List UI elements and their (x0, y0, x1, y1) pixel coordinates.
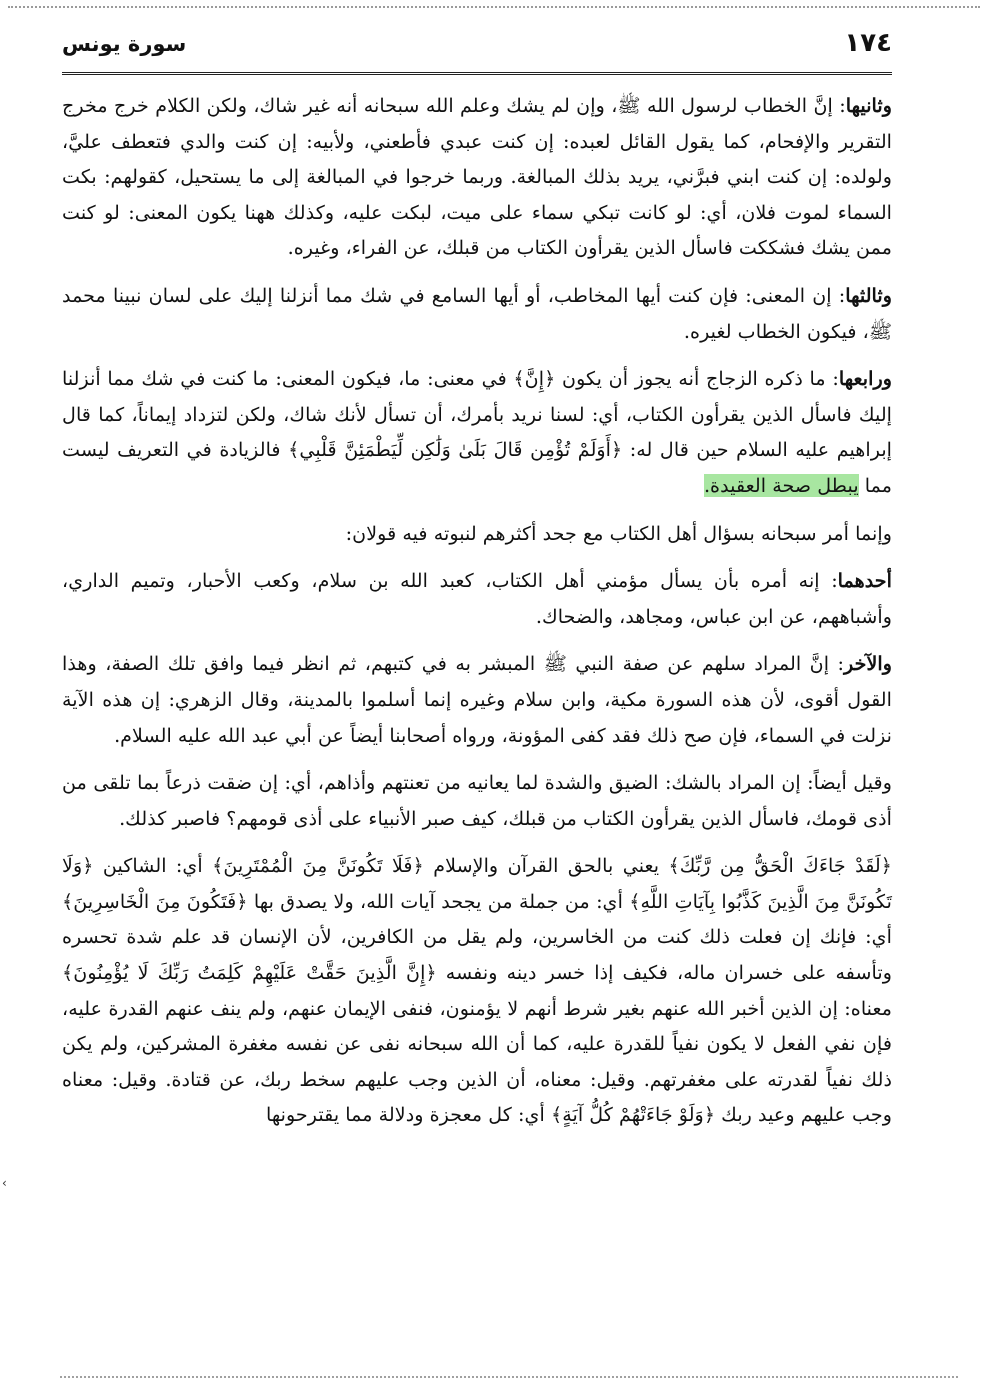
paragraph-text: ﴿لَقَدْ جَاءَكَ الْحَقُّ مِن رَّبِّكَ﴾ يعني بالحق القرآن والإسلام ﴿فَلَا تَكُونَنَّ مِنَ الْمُمْتَرِينَ﴾ أي: الشاكين ﴿وَلَا تَكُونَنَّ مِنَ الَّذِينَ كَذَّبُوا بِآيَاتِ اللَّهِ﴾ أي: من جملة من يجحد آيات الله، ولا يصدق بها ﴿فَتَكُونَ مِنَ الْخَاسِرِينَ﴾ أي: فإنك إن فعلت ذلك كنت من الخاسرين، ولم يقل من الكافرين، لأن الإنسان قد علم شدة تحسره وتأسفه على خسران ماله، فكيف إذا خسر دينه ونفسه ﴿إِنَّ الَّذِينَ حَقَّتْ عَلَيْهِمْ كَلِمَتُ رَبِّكَ لَا يُؤْمِنُونَ﴾ معناه: إن الذين أخبر الله عنهم بغير شرط أنهم لا يؤمنون، فنفى الإيمان عنهم، ولم ينف عنهم القدرة عليه، فإن نفي الفعل لا يكون نفياً للقدرة عليه، كما أن الله سبحانه نفى عن نفسه مغفرة المشركين، ولم يكن ذلك نفياً لقدرته على مغفرتهم. وقيل: معناه، أن الذين وجب عليهم سخط ربك، عن قتادة. وقيل: معناه وجب عليهم وعيد ربك ﴿وَلَوْ جَاءَتْهُمْ كُلُّ آيَةٍ﴾ أي: كل معجزة ودلالة مما يقترحونها (62, 854, 892, 1127)
surah-title: سورة يونس (62, 32, 187, 56)
paragraph-doubt-meaning (62, 765, 892, 836)
page-body (62, 88, 892, 1145)
paragraph-two-opinions (62, 516, 892, 552)
paragraph-text: وإنما أمر سبحانه بسؤال أهل الكتاب مع جحد أكثرهم لنبوته فيه قولان: (345, 521, 892, 545)
paragraph-second-view (62, 88, 892, 266)
highlighted-text: يبطل صحة العقيدة. (703, 473, 859, 497)
paragraph-first-opinion (62, 563, 892, 634)
paragraph-lead: وثانيها (845, 94, 892, 117)
margin-tick: ‹ (2, 1176, 7, 1190)
paragraph-second-opinion (62, 646, 892, 753)
paragraph-text: وقيل أيضاً: إن المراد بالشك: الضيق والشدة لما يعانيه من تعنتهم وأذاهم، أي: إن ضقت ذرعاً بما تلقى من أذى قومك، فاسأل الذين يقرأون الكتاب من قبلك، كيف صبر الأنبياء على أذى قومهم؟ فاصبر كذلك. (62, 771, 892, 830)
paragraph-text: : إنَّ الخطاب لرسول الله ﷺ، وإن لم يشك وعلم الله سبحانه أنه غير شاك، ولكن الكلام خرج مخرج التقرير والإفحام، كما يقول القائل لعبده: إن كنت عبدي فأطعني، ولأبيه: إن كنت والدي فتعطف عليَّ، ولولده: إن كنت ابني فبرَّني، يريد بذلك المبالغة. وربما خرجوا في المبالغة إلى ما يستحيل، كقولهم: بكت السماء لموت فلان، أي: لو كانت تبكي سماء على ميت، لبكت عليه، وكذلك ههنا يكون المعنى: لو كنت ممن يشك فشككت فاسأل الذين يقرأون الكتاب من قبلك، عن الفراء، وغيره. (62, 94, 892, 260)
page-number: ١٧٤ (844, 28, 892, 58)
paragraph-text: : ما ذكره الزجاج أنه يجوز أن يكون ﴿إِنَّ﴾ في معنى: ما، فيكون المعنى: ما كنت في شك مما أنزلنا إليك فاسأل الذين يقرأون الكتاب، أي: لسنا نريد بأمرك، أن تسأل لأنك شاك، ولكن لتزداد إيماناً، كما قال إبراهيم عليه السلام حين قال له: ﴿أَوَلَمْ تُؤْمِن قَالَ بَلَىٰ وَلَٰكِن لِّيَطْمَئِنَّ قَلْبِي﴾ فالزيادة في التعريف ليست مما (62, 367, 892, 497)
paragraph-lead: ورابعها (838, 367, 892, 391)
paragraph-lead: أحدهما (837, 569, 892, 593)
paragraph-text: : إنه أمره بأن يسأل مؤمني أهل الكتاب، كعبد الله بن سلام، وكعب الأحبار، وتميم الداري، وأشباههم، عن ابن عباس، ومجاهد، والضحاك. (62, 569, 892, 628)
paragraph-lead: والآخر (844, 652, 892, 676)
page-header (62, 28, 892, 75)
paragraph-text: : إن المعنى: فإن كنت أيها المخاطب، أو أيها السامع في شك مما أنزلنا إليك على لسان نبينا محمد ﷺ، فيكون الخطاب لغيره. (62, 283, 892, 343)
bottom-scan-edge (60, 1376, 958, 1378)
paragraph-verse-commentary (62, 848, 892, 1133)
paragraph-lead: وثالثها (845, 283, 892, 307)
paragraph-fourth-view (62, 361, 892, 503)
top-scan-edge (8, 6, 980, 8)
paragraph-text: : إنَّ المراد سلهم عن صفة النبي ﷺ المبشر به في كتبهم، ثم انظر فيما وافق تلك الصفة، وهذا القول أقوى، لأن هذه السورة مكية، وابن سلام وغيره إنما أسلموا بالمدينة، وقال الزهري: إن هذه الآية نزلت في السماء، فإن صح ذلك فقد كفى المؤونة، ورواه أصحابنا أيضاً عن أبي عبد الله عليه السلام. (62, 652, 892, 747)
paragraph-third-view (62, 278, 892, 349)
